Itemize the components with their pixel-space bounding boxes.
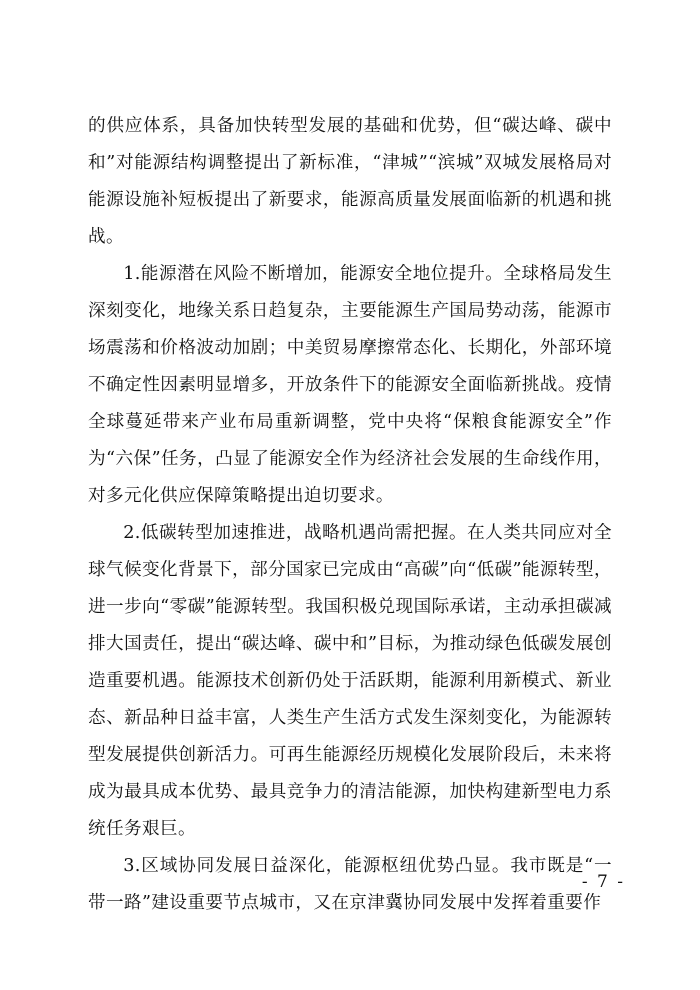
paragraph-regional-coordination: 3.区域协同发展日益深化，能源枢纽优势凸显。我市既是“一带一路”建设重要节点城市，又在京津冀协同发展中发挥着重要作 (88, 856, 612, 913)
paragraph-energy-security: 1.能源潜在风险不断增加，能源安全地位提升。全球格局发生深刻变化，地缘关系日趋复杂，主要能源生产国局势动荡，能源市场震荡和价格波动加剧；中美贸易摩擦常态化、长期化，外部环境不确定性因素明显增多，开放条件下的能源安全面临新挑战。疫情全球蔓延带来产业布局重新调整，党中央将“保粮食能源安全”作为“六保”任务，凸显了能源安全作为经济社会发展的生命线作用，对多元化供应保障策略提出迫切要求。 (88, 264, 612, 506)
page-number: - 7 - (581, 872, 625, 892)
body-text (88, 108, 612, 922)
paragraph-low-carbon-transition: 2.低碳转型加速推进，战略机遇尚需把握。在人类共同应对全球气候变化背景下，部分国家已完成由“高碳”向“低碳”能源转型，进一步向“零碳”能源转型。我国积极兑现国际承诺，主动承担碳减排大国责任，提出“碳达峰、碳中和”目标，为推动绿色低碳发展创造重要机遇。能源技术创新仍处于活跃期，能源利用新模式、新业态、新品种日益丰富，人类生产生活方式发生深刻变化，为能源转型发展提供创新活力。可再生能源经历规模化发展阶段后，未来将成为最具成本优势、最具竞争力的清洁能源，加快构建新型电力系统任务艰巨。 (88, 523, 612, 839)
paragraph-continuation: 的供应体系，具备加快转型发展的基础和优势，但“碳达峰、碳中和”对能源结构调整提出了新标准，“津城”“滨城”双城发展格局对能源设施补短板提出了新要求，能源高质量发展面临新的机遇和挑战。 (88, 116, 612, 247)
